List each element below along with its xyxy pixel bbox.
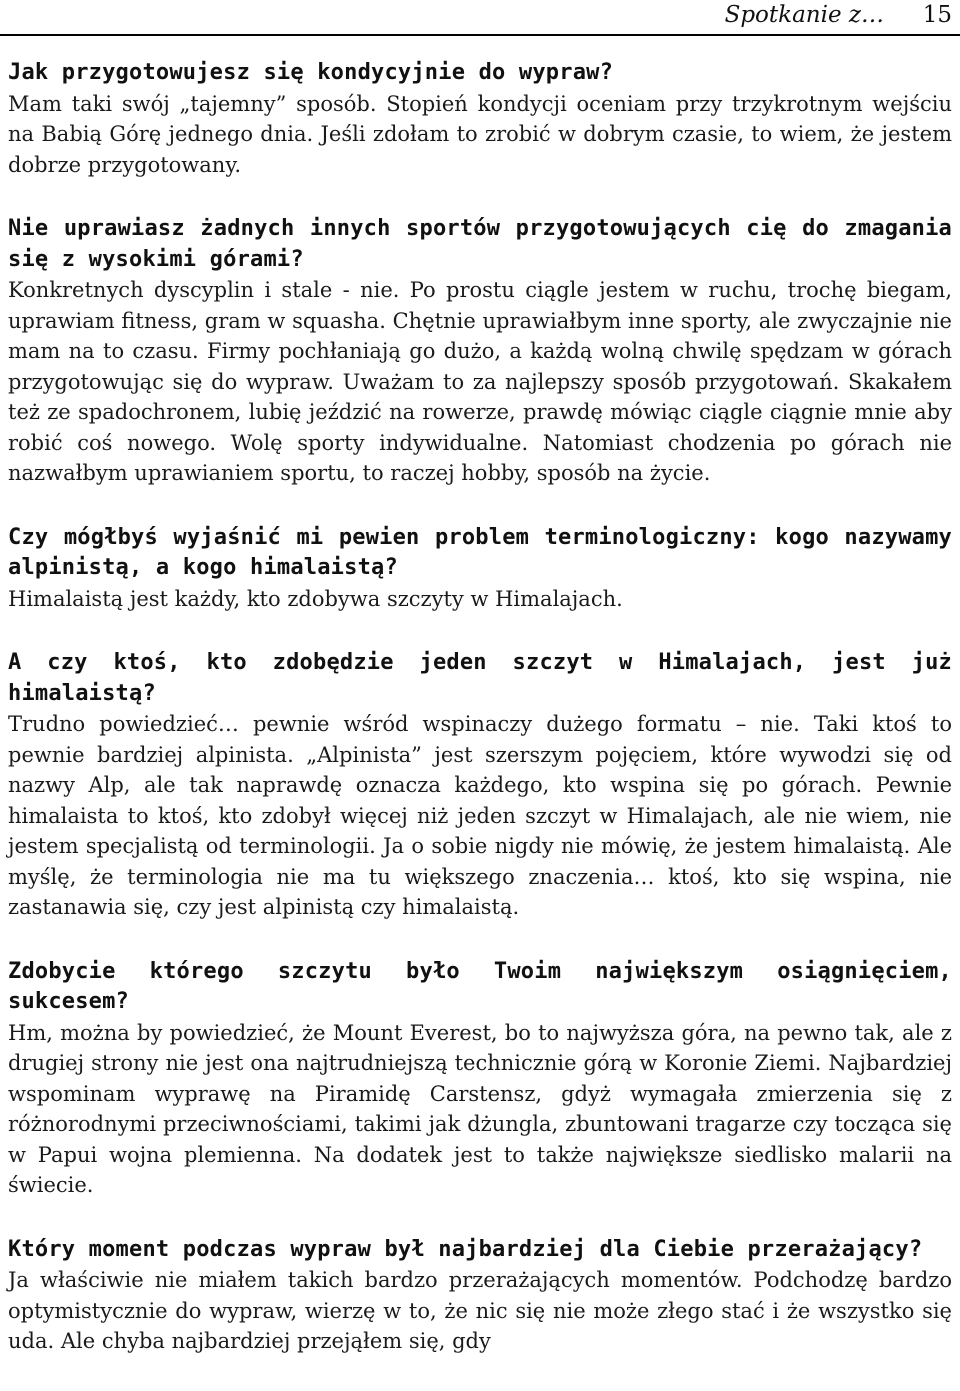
qa-block	[8, 957, 952, 1201]
answer: Mam taki swój „tajemny” sposób. Stopień kondycji oceniam przy trzykrotnym wejściu na Babią Górę jednego dnia. Jeśli zdołam to zrobić w dobrym czasie, to wiem, że jestem dobrze przygotowany.	[8, 91, 952, 177]
question: Który moment podczas wypraw był najbardziej dla Ciebie przerażający?	[8, 1236, 923, 1262]
question: Czy mógłbyś wyjaśnić mi pewien problem terminologiczny: kogo nazywamy alpinistą, a kogo himalaistą?	[8, 524, 952, 580]
answer: Himalaistą jest każdy, kto zdobywa szczyty w Himalajach.	[8, 586, 623, 611]
answer: Ja właściwie nie miałem takich bardzo przerażających momentów. Podchodzę bardzo optymistycznie do wypraw, wierzę w to, że nic się nie może złego stać i że wszystko się uda. Ale chyba najbardziej przejąłem się, gdy	[8, 1268, 952, 1353]
running-title: Spotkanie z…	[724, 2, 884, 28]
answer: Konkretnych dyscyplin i stale - nie. Po prostu ciągle jestem w ruchu, trochę biegam, uprawiam fitness, gram w squasha. Chętnie uprawiałbym inne sporty, ale zwyczajnie nie mam na to czasu. Firmy pochłaniają go dużo, a każdą wolną chwilę spędzam w górach przygotowując się do wypraw. Uważam to za najlepszy sposób przygotowań. Skakałem też ze spadochronem, lubię jeździć na rowerze, prawdę mówiąc ciągle ciągnie mnie aby robić coś nowego. Wolę sporty indywidualne. Natomiast chodzenia po górach nie nazwałbym uprawianiem sportu, to raczej hobby, sposób na życie.	[8, 278, 952, 485]
question: Jak przygotowujesz się kondycyjnie do wypraw?	[8, 60, 614, 85]
answer: Trudno powiedzieć… pewnie wśród wspinaczy dużego formatu – nie. Taki ktoś to pewnie bardziej alpinista. „Alpinista” jest szerszym pojęciem, które wywodzi się od nazwy Alp, ale tak naprawdę oznacza każdego, kto wspina się po górach. Pewnie himalaista to ktoś, kto zdobył więcej niż jeden szczyt w Himalajach, ale nie wiem, nie jestem specjalistą od terminologii. Ja o sobie nigdy nie mówię, że jestem himalaistą. Ale myślę, że terminologia nie ma tu większego znaczenia… ktoś, kto się wspina, nie zastanawia się, czy jest alpinistą czy himalaistą.	[8, 712, 952, 919]
question: A czy ktoś, kto zdobędzie jeden szczyt w Himalajach, jest już himalaistą?	[8, 650, 952, 706]
page-header	[0, 0, 960, 36]
qa-block	[8, 648, 952, 923]
answer: Hm, można by powiedzieć, że Mount Everest, bo to najwyższa góra, na pewno tak, ale z drugiej strony nie jest ona najtrudniejszą technicznie górą w Koronie Ziemi. Najbardziej wspominam wyprawę na Piramidę Carstensz, gdyż wymagała zmierzenia się z różnorodnymi przeciwnościami, takimi jak dżungla, zbuntowani tragarze czy tocząca się w Papui wojna plemienna. Na dodatek jest to także największe siedlisko malarii na świecie.	[8, 1020, 952, 1197]
page-number: 15	[922, 2, 952, 28]
qa-block	[8, 58, 952, 180]
qa-block	[8, 214, 952, 489]
qa-block	[8, 523, 952, 615]
question: Nie uprawiasz żadnych innych sportów przygotowujących cię do zmagania się z wysokimi górami?	[8, 216, 952, 272]
question: Zdobycie którego szczytu było Twoim największym osiągnięciem, sukcesem?	[8, 958, 952, 1014]
qa-block	[8, 1235, 952, 1357]
interview-content	[8, 58, 952, 1391]
